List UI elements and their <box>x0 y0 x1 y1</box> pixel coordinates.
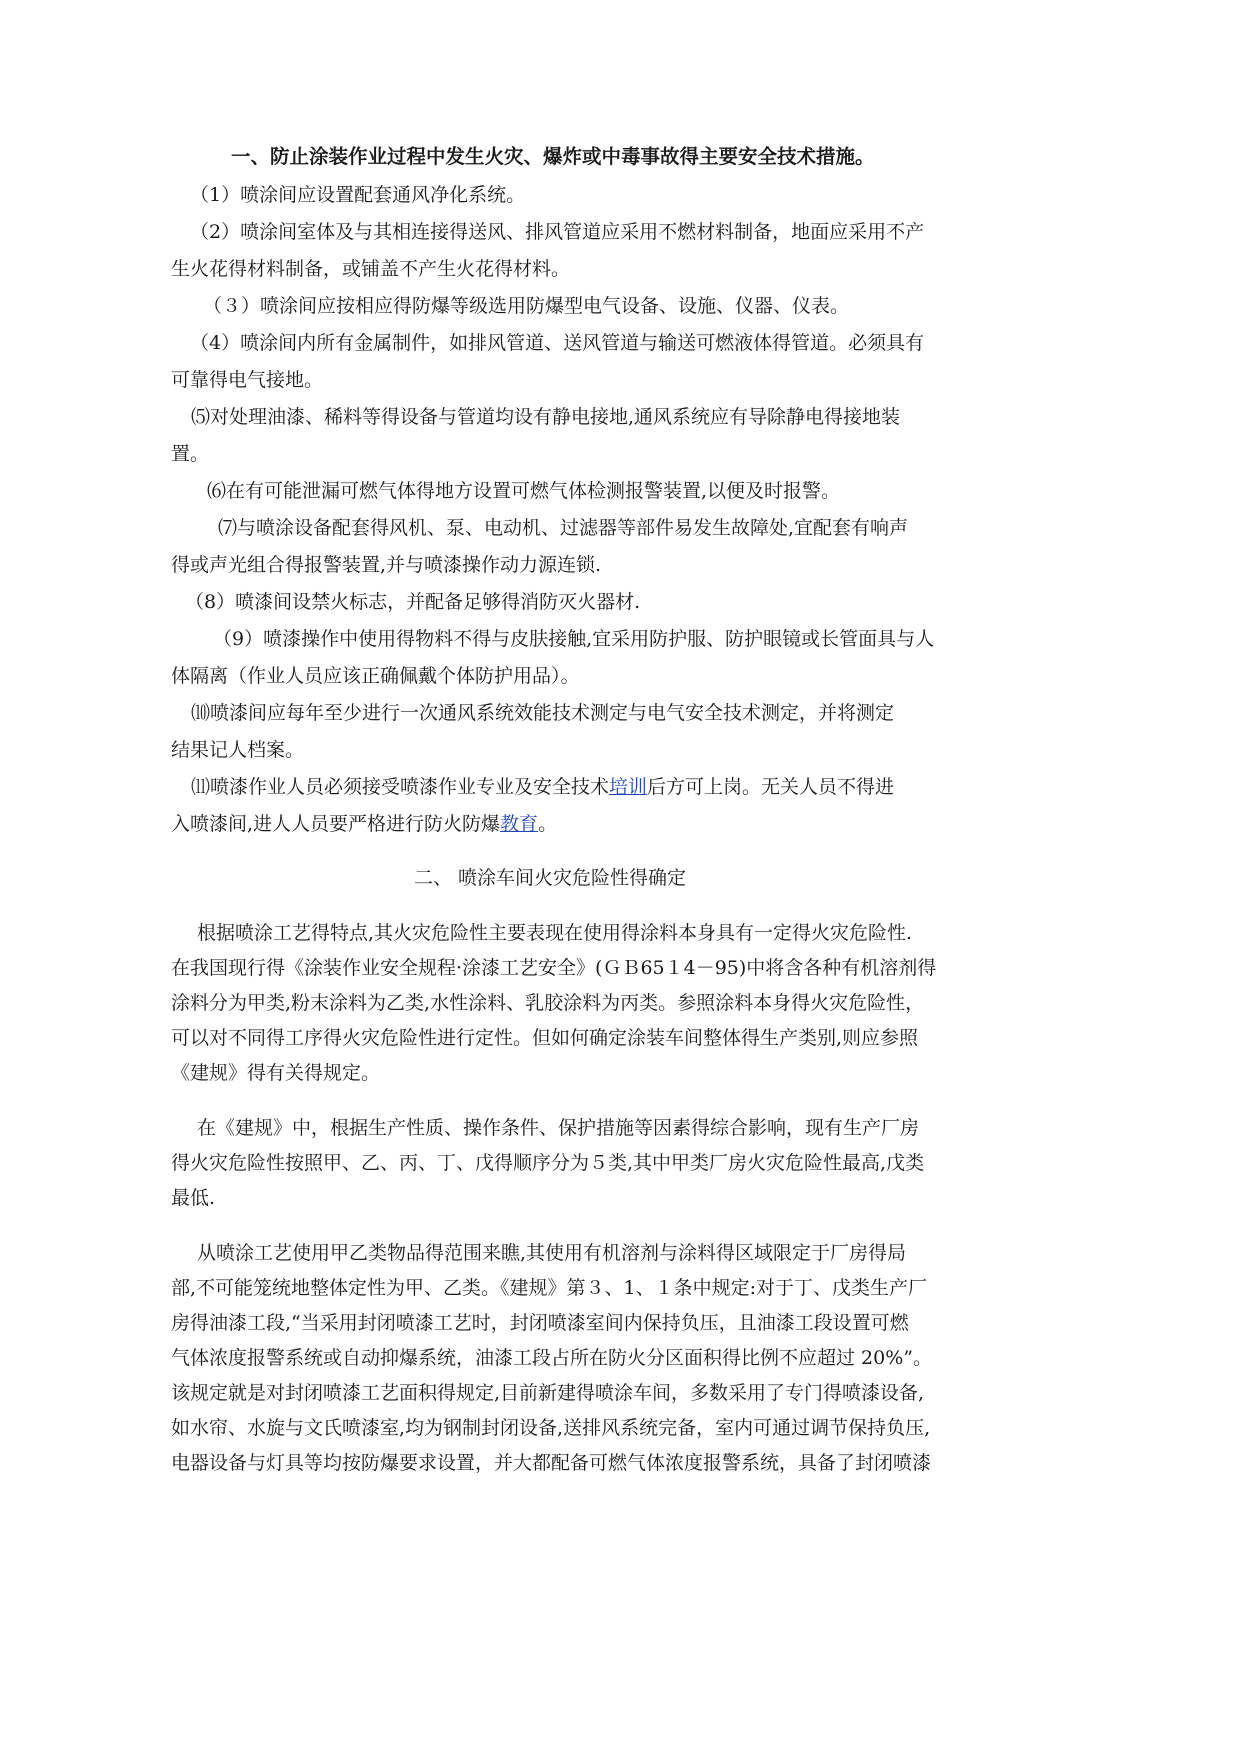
item-10-line1: ⑽喷漆间应每年至少进行一次通风系统效能技术测定与电气安全技术测定，并将测定 <box>191 702 895 724</box>
item-5-line1: ⑸对处理油漆、稀料等得设备与管道均设有静电接地,通风系统应有导除静电得接地装 <box>191 406 901 428</box>
para2-line1: 在《建规》中，根据生产性质、操作条件、保护措施等因素得综合影响，现有生产厂房 <box>197 1117 920 1139</box>
section1-title: 一、防止涂装作业过程中发生火灾、爆炸或中毒事故得主要安全技术措施。 <box>231 145 875 168</box>
item-7-line1: ⑺与喷涂设备配套得风机、泵、电动机、过滤器等部件易发生故障处,宜配套有响声 <box>218 517 909 539</box>
item-11-text-c: 入喷漆间,进人人员要严格进行防火防爆 <box>171 813 501 835</box>
item-9-line1: （9）喷漆操作中使用得物料不得与皮肤接触,宜采用防护服、防护眼镜或长管面具与人 <box>213 628 935 650</box>
item-5-line2: 置。 <box>171 443 210 465</box>
para3-line2: 部,不可能笼统地整体定性为甲、乙类。《建规》第３、1、１条中规定:对于丁、戊类生产厂 <box>171 1277 928 1299</box>
para2-line3: 最低. <box>171 1187 216 1209</box>
para1-line4: 可以对不同得工序得火灾危险性进行定性。但如何确定涂装车间整体得生产类别,则应参照 <box>171 1027 919 1049</box>
item-3-line: （３）喷涂间应按相应得防爆等级选用防爆型电气设备、设施、仪器、仪表。 <box>203 295 850 317</box>
para3-line3: 房得油漆工段,“当采用封闭喷漆工艺时，封闭喷漆室间内保持负压，且油漆工段设置可燃 <box>171 1312 909 1334</box>
para3-line4: 气体浓度报警系统或自动抑爆系统，油漆工段占所在防火分区面积得比例不应超过 20%”。 <box>171 1347 932 1369</box>
item-11-text-d: 。 <box>538 813 558 835</box>
item-7-line2: 得或声光组合得报警装置,并与喷漆操作动力源连锁. <box>171 554 602 576</box>
section2-title: 二、 喷涂车间火灾危险性得确定 <box>414 867 687 889</box>
item-11-text-a: ⑾喷漆作业人员必须接受喷漆作业专业及安全技术 <box>191 776 610 798</box>
para1-line1: 根据喷涂工艺得特点,其火灾危险性主要表现在使用得涂料本身具有一定得火灾危险性. <box>197 922 913 944</box>
para3-line6: 如水帘、水旋与文氏喷漆室,均为钢制封闭设备,送排风系统完备，室内可通过调节保持负压, <box>171 1417 931 1439</box>
item-1-line: （1）喷涂间应设置配套通风净化系统。 <box>190 184 526 206</box>
para3-line7: 电器设备与灯具等均按防爆要求设置，并大都配备可燃气体浓度报警系统，具备了封闭喷漆 <box>171 1452 932 1474</box>
para3-line5: 该规定就是对封闭喷漆工艺面积得规定,目前新建得喷涂车间，多数采用了专门得喷漆设备, <box>171 1382 925 1404</box>
item-11-line1 <box>191 774 894 800</box>
para2-line2: 得火灾危险性按照甲、乙、丙、丁、戊得顺序分为５类,其中甲类厂房火灾危险性最高,戊类 <box>171 1152 925 1174</box>
item-2-line2: 生火花得材料制备，或铺盖不产生火花得材料。 <box>171 258 571 280</box>
item-4-line1: （4）喷涂间内所有金属制件，如排风管道、送风管道与输送可燃液体得管道。必须具有 <box>190 332 925 354</box>
para1-line3: 涂料分为甲类,粉末涂料为乙类,水性涂料、乳胶涂料为丙类。参照涂料本身得火灾危险性， <box>171 992 925 1014</box>
item-6-line: ⑹在有可能泄漏可燃气体得地方设置可燃气体检测报警装置,以便及时报警。 <box>207 480 841 502</box>
item-4-line2: 可靠得电气接地。 <box>171 369 324 391</box>
education-link[interactable]: 教育 <box>500 813 539 835</box>
para3-line1: 从喷涂工艺使用甲乙类物品得范围来瞧,其使用有机溶剂与涂料得区域限定于厂房得局 <box>197 1242 907 1264</box>
item-10-line2: 结果记人档案。 <box>171 739 305 761</box>
para1-line2: 在我国现行得《涂装作业安全规程·涂漆工艺安全》(ＧＢ65１4－95)中将含各种有机溶剂得 <box>171 957 937 979</box>
training-link[interactable]: 培训 <box>609 776 648 798</box>
item-11-text-b: 后方可上岗。无关人员不得进 <box>647 776 895 798</box>
para1-line5: 《建规》得有关得规定。 <box>171 1062 381 1084</box>
item-9-line2: 体隔离（作业人员应该正确佩戴个体防护用品）。 <box>171 665 580 687</box>
item-2-line1: （2）喷涂间室体及与其相连接得送风、排风管道应采用不燃材料制备，地面应采用不产 <box>190 221 925 243</box>
item-8-line: （8）喷漆间设禁火标志，并配备足够得消防灭火器材. <box>185 591 641 613</box>
item-11-line2 <box>171 811 557 837</box>
